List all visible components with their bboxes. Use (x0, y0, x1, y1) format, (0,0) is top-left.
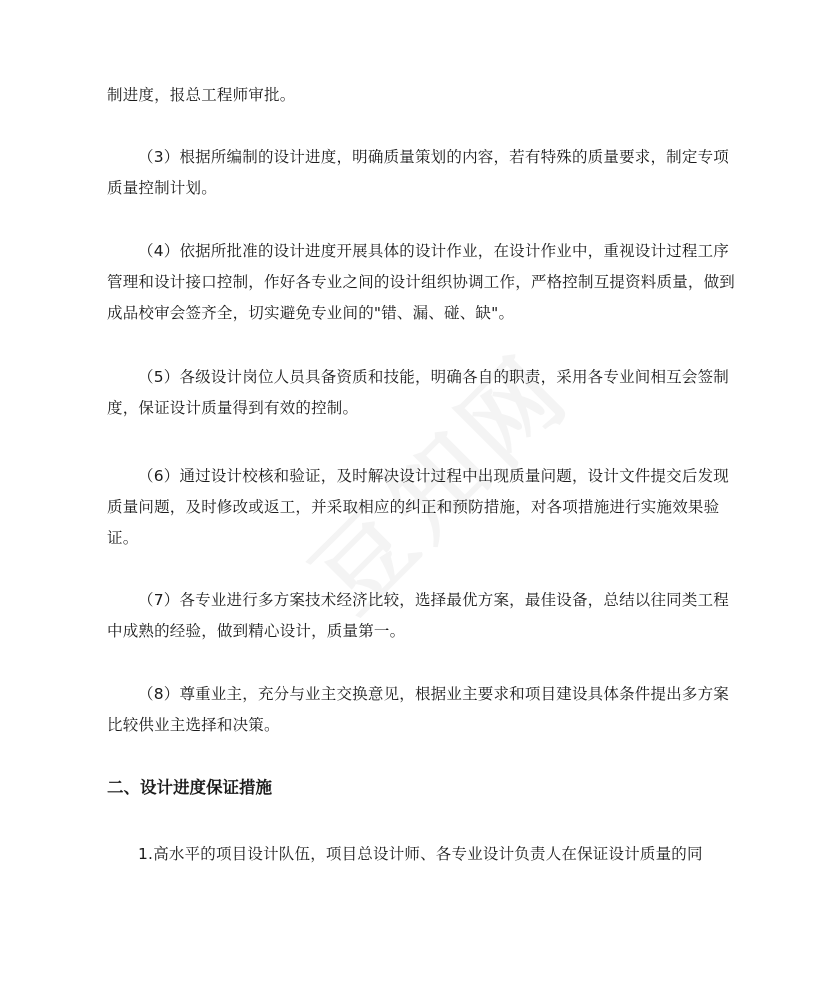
paragraph-item-6: （6）通过设计校核和验证，及时解决设计过程中出现质量问题，设计文件提交后发现质量问题，及时修改或返工，并采取相应的纠正和预防措施，对各项措施进行实施效果验证。 (107, 467, 729, 547)
paragraph-item-3: （3）根据所编制的设计进度，明确质量策划的内容，若有特殊的质量要求，制定专项质量控制计划。 (107, 148, 729, 197)
paragraph-item-7: （7）各专业进行多方案技术经济比较，选择最优方案，最佳设备，总结以往同类工程中成熟的经验，做到精心设计，质量第一。 (107, 591, 729, 640)
paragraph-item-5: （5）各级设计岗位人员具备资质和技能，明确各自的职责，采用各专业间相互会签制度，保证设计质量得到有效的控制。 (107, 368, 729, 417)
paragraph-item-8: （8）尊重业主，充分与业主交换意见，根据业主要求和项目建设具体条件提出多方案比较供业主选择和决策。 (107, 685, 729, 734)
paragraph-item-1: 1.高水平的项目设计队伍，项目总设计师、各专业设计负责人在保证设计质量的同 (138, 845, 703, 863)
paragraph-continuation: 制进度，报总工程师审批。 (107, 86, 296, 104)
paragraph-item-4: （4）依据所批准的设计进度开展具体的设计作业，在设计作业中，重视设计过程工序管理和设计接口控制，作好各专业之间的设计组织协调工作，严格控制互提资料质量，做到成品校审会签齐全，切实避免专业间的"错、漏、碰、缺"。 (107, 242, 736, 322)
section-heading: 二、设计进度保证措施 (107, 778, 272, 797)
